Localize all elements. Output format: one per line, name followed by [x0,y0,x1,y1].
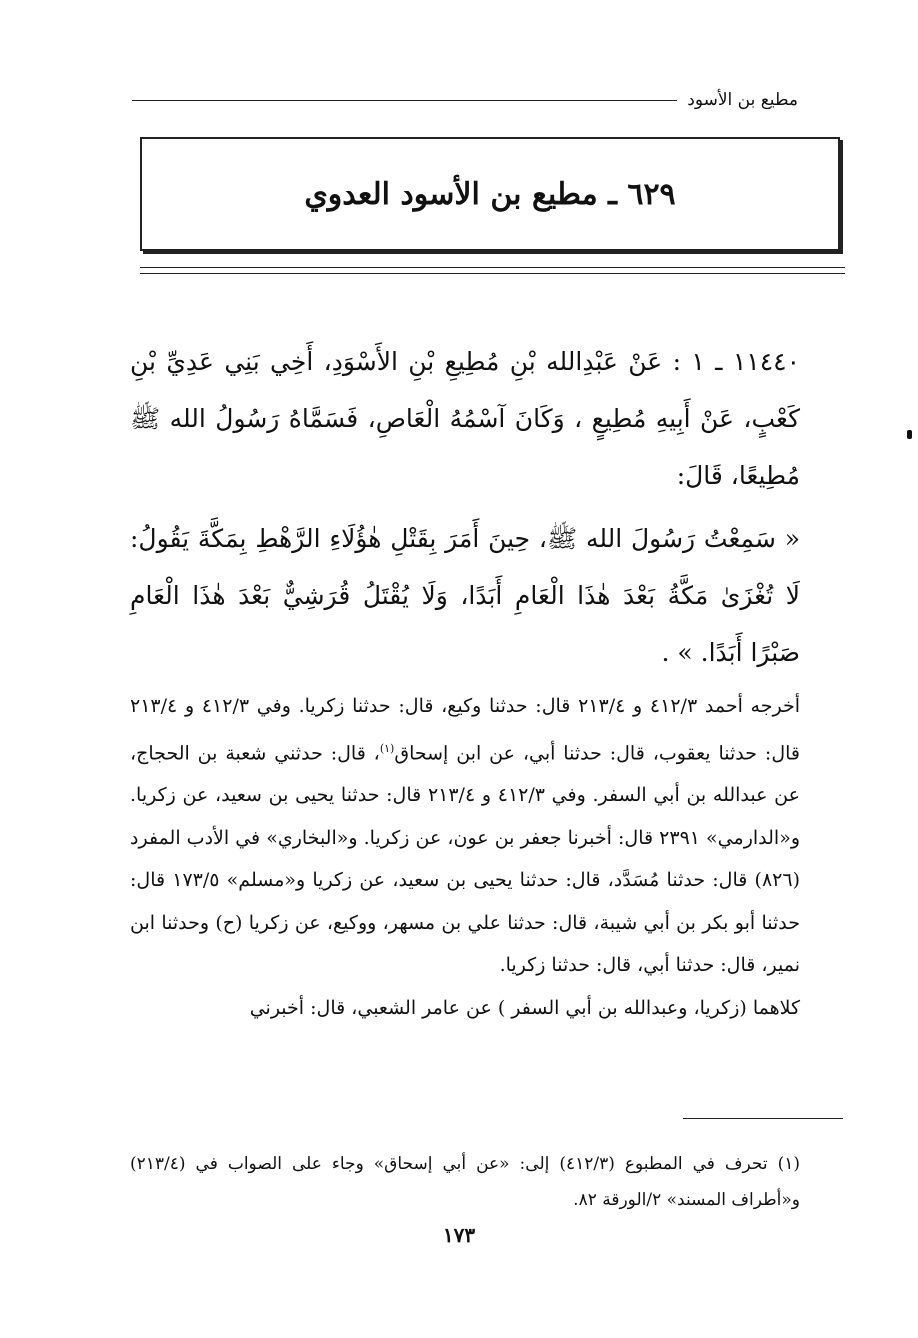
takhrij-text-2: ، قال: حدثني شعبة بن الحجاج، عن عبدالله بن أبي السفر. وفي ٤١٢/٣ و ٢١٣/٤ قال: حدثنا يحيى بن سعيد، عن زكريا. و«الدارمي» ٢٣٩١ قال: أخبرنا جعفر بن عون، عن زكريا. و«البخاري» في الأدب المفرد (٨٢٦) قال: حدثنا مُسَدَّد، قال: حدثنا يحيى بن سعيد، عن زكريا و«مسلم» ١٧٣/٥ قال: حدثنا أبو بكر بن أبي شيبة، قال: حدثنا علي بن مسهر، ووكيع، عن زكريا (ح) وحدثنا ابن نمير، قال: حدثنا أبي، قال: حدثنا زكريا. [130,741,800,977]
chapter-title-box [140,137,840,251]
margin-mark [907,430,912,439]
takhrij-text-1: أخرجه أحمد ٤١٢/٣ و ٢١٣/٤ قال: حدثنا وكيع، قال: حدثنا زكريا. وفي ٤١٢/٣ و ٢١٣/٤ قال: حدثنا يعقوب، قال: حدثنا أبي، عن ابن إسحاق [130,695,800,764]
title-divider [140,267,845,268]
hadith-intro: ١١٤٤٠ ـ ١ : عَنْ عَبْدِالله بْنِ مُطِيعِ بْنِ الأَسْوَدِ، أَخِي بَنِي عَدِيِّ بْنِ كَعْبٍ، عَنْ أَبِيهِ مُطِيعٍ ، وَكَانَ آسْمُهُ الْعَاصِ، فَسَمَّاهُ رَسُولُ الله ﷺ مُطِيعًا، قَالَ: [130,347,801,490]
page-number: ١٧٣ [442,1223,476,1247]
running-head [132,88,798,112]
takhrij-section [130,685,800,1029]
title-divider-thin [140,273,845,274]
hadith-text [130,333,800,681]
footnote [130,1146,800,1218]
takhrij-continuation: كلاهما (زكريا، وعبدالله بن أبي السفر ) عن عامر الشعبي، قال: أخبرني [249,996,800,1019]
chapter-title: ٦٢٩ ـ مطيع بن الأسود العدوي [304,176,676,212]
footnote-reference[interactable]: (١) [379,741,395,755]
footnote-text: (١) تحرف في المطبوع (٤١٢/٣) إلى: «عن أبي إسحاق» وجاء على الصواب في (٢١٣/٤) و«أطراف المسند» ٢/الورقة ٨٢. [130,1154,800,1210]
running-head-text: مطيع بن الأسود [687,90,798,110]
hadith-quote: « سَمِعْتُ رَسُولَ الله ﷺ، حِينَ أَمَرَ بِقَتْلِ هٰؤُلَاءِ الرَّهْطِ بِمَكَّةَ يَقُولُ: لَا تُغْزَىٰ مَكَّةُ بَعْدَ هٰذَا الْعَامِ أَبَدًا، وَلَا يُقْتَلُ قُرَشِيٌّ بَعْدَ هٰذَا الْعَامِ صَبْرًا أَبَدًا. » . [130,524,800,667]
takhrij-paragraph [130,685,800,987]
footnote-separator [683,1118,843,1119]
running-head-rule [132,100,677,101]
